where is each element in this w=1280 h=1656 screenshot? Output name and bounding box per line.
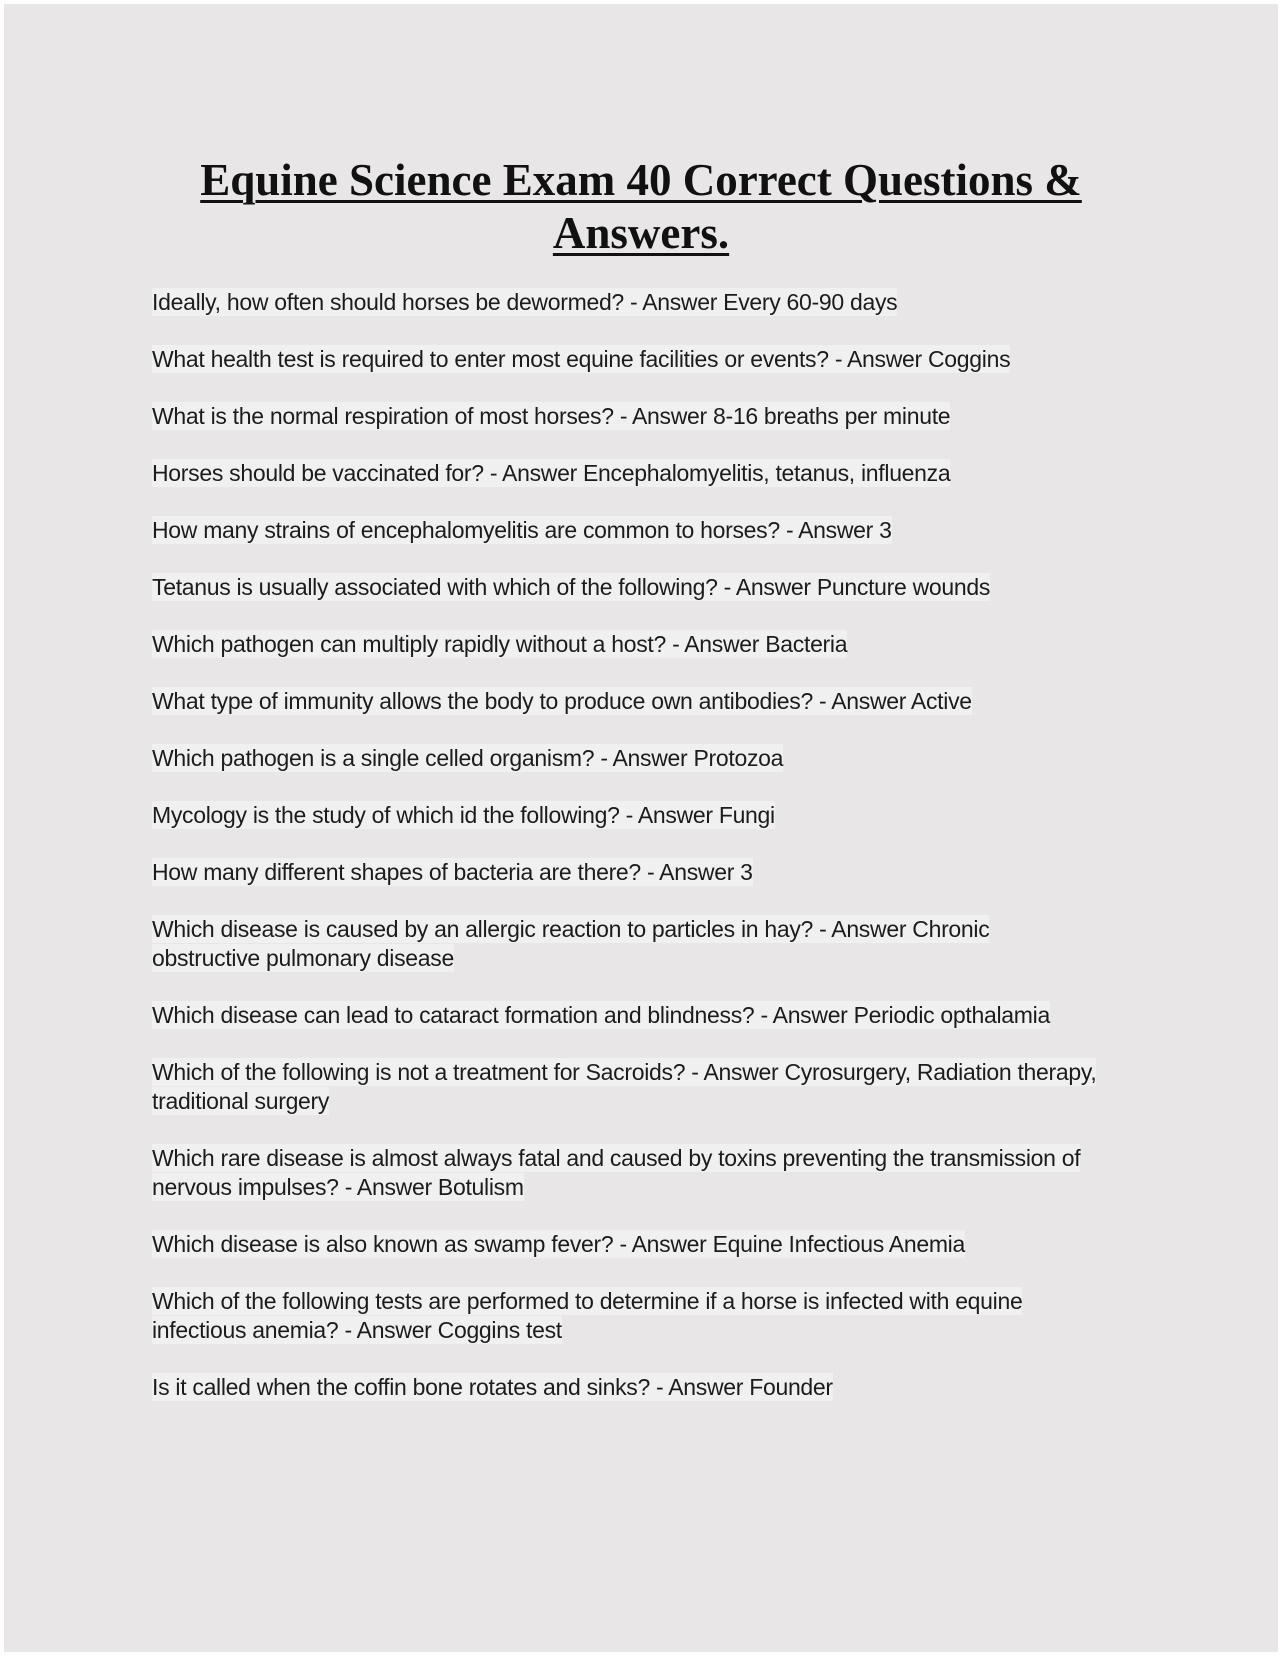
qa-text: Tetanus is usually associated with which of the following? - Answer Puncture wounds (152, 574, 991, 600)
document-page (4, 4, 1278, 1652)
qa-text: What health test is required to enter most equine facilities or events? - Answer Coggins (152, 346, 1011, 372)
qa-item (152, 915, 1102, 973)
qa-text: Which pathogen is a single celled organism? - Answer Protozoa (152, 745, 784, 771)
qa-item (152, 744, 1102, 773)
qa-text: How many different shapes of bacteria are there? - Answer 3 (152, 859, 753, 885)
qa-item (152, 1230, 1102, 1259)
qa-text: Which disease is also known as swamp fever? - Answer Equine Infectious Anemia (152, 1231, 965, 1257)
qa-item (152, 1144, 1102, 1202)
qa-item (152, 402, 1102, 431)
qa-text: Which of the following is not a treatment for Sacroids? - Answer Cyrosurgery, Radiation therapy, traditional surgery (152, 1059, 1097, 1114)
document-title (4, 154, 1278, 260)
qa-item (152, 459, 1102, 488)
qa-text: Is it called when the coffin bone rotates and sinks? - Answer Founder (152, 1374, 833, 1400)
title-line-2: Answers. (552, 208, 730, 258)
qa-item (152, 573, 1102, 602)
qa-item (152, 1058, 1102, 1116)
qa-text: Which rare disease is almost always fatal and caused by toxins preventing the transmission of nervous impulses? - Answer Botulism (152, 1145, 1081, 1200)
qa-text: Which disease is caused by an allergic reaction to particles in hay? - Answer Chronic obstructive pulmonary disease (152, 916, 990, 971)
qa-list (152, 288, 1102, 1430)
qa-text: Which disease can lead to cataract formation and blindness? - Answer Periodic opthalamia (152, 1002, 1050, 1028)
qa-text: Mycology is the study of which id the following? - Answer Fungi (152, 802, 775, 828)
qa-item (152, 1001, 1102, 1030)
qa-item (152, 288, 1102, 317)
qa-item (152, 516, 1102, 545)
qa-item (152, 801, 1102, 830)
qa-text: How many strains of encephalomyelitis are common to horses? - Answer 3 (152, 517, 892, 543)
qa-text: Which of the following tests are performed to determine if a horse is infected with equine infectious anemia? - Answer Coggins test (152, 1288, 1023, 1343)
qa-item (152, 687, 1102, 716)
title-line-1: Equine Science Exam 40 Correct Questions & (200, 155, 1082, 205)
qa-text: Ideally, how often should horses be dewormed? - Answer Every 60-90 days (152, 289, 898, 315)
qa-text: What is the normal respiration of most horses? - Answer 8-16 breaths per minute (152, 403, 951, 429)
qa-text: What type of immunity allows the body to produce own antibodies? - Answer Active (152, 688, 972, 714)
qa-item (152, 630, 1102, 659)
qa-item (152, 858, 1102, 887)
qa-item (152, 345, 1102, 374)
qa-item (152, 1373, 1102, 1402)
qa-text: Which pathogen can multiply rapidly without a host? - Answer Bacteria (152, 631, 848, 657)
qa-item (152, 1287, 1102, 1345)
qa-text: Horses should be vaccinated for? - Answer Encephalomyelitis, tetanus, influenza (152, 460, 951, 486)
